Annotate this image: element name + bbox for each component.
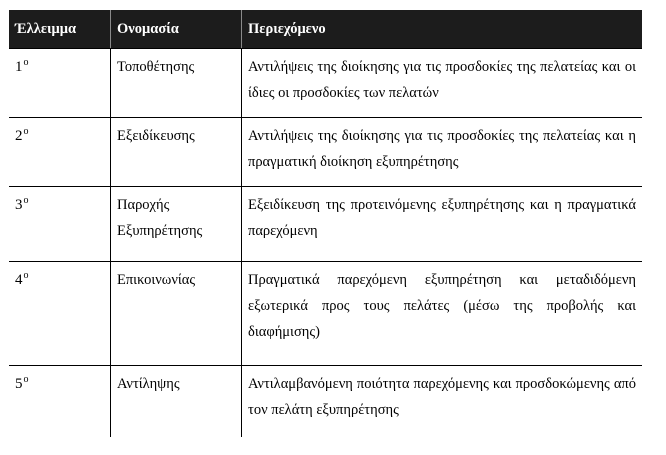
table-header-row (9, 10, 642, 49)
ordinal-mark: ο (23, 270, 29, 281)
header-content: Περιεχόμενο (242, 10, 643, 49)
header-name: Ονομασία (111, 10, 242, 49)
gap-number-cell (9, 187, 111, 262)
gap-name-cell: Τοποθέτησης (111, 49, 242, 118)
header-gap: Έλλειμμα (9, 10, 111, 49)
ordinal-mark: ο (23, 195, 29, 206)
table-row (9, 49, 642, 118)
gap-content-cell: Εξειδίκευση της προτεινόμενης εξυπηρέτησης και η πραγματικά παρεχόμενη (242, 187, 643, 262)
gap-name-cell: Επικοινωνίας (111, 262, 242, 366)
table-row (9, 187, 642, 262)
gap-content-cell: Πραγματικά παρεχόμενη εξυπηρέτηση και μεταδιδόμενη εξωτερικά προς τους πελάτες (μέσω της προβολής και διαφήμισης) (242, 262, 643, 366)
gap-number-cell (9, 262, 111, 366)
gap-number: 1 (15, 59, 23, 75)
ordinal-mark: ο (23, 57, 29, 68)
gap-number-cell (9, 49, 111, 118)
gap-number: 5 (15, 376, 23, 392)
gap-content-cell: Αντιλαμβανόμενη ποιότητα παρεχόμενης και προσδοκώμενης από τον πελάτη εξυπηρέτησης (248, 376, 636, 418)
gap-model-table (9, 10, 642, 437)
gap-number: 3 (15, 197, 23, 213)
table-row (9, 366, 642, 438)
gap-number: 2 (15, 128, 23, 144)
gap-name-cell: Εξειδίκευσης (111, 118, 242, 187)
table-row (9, 262, 642, 366)
gap-name-cell: Παροχής Εξυπηρέτησης (111, 187, 242, 262)
ordinal-mark: ο (23, 374, 29, 385)
table-row (9, 118, 642, 187)
gap-name-cell: Αντίληψης (111, 366, 242, 438)
gap-content-cell: Αντιλήψεις της διοίκησης για τις προσδοκίες της πελατείας και οι ίδιες οι προσδοκίες των πελατών (242, 49, 643, 118)
gap-number: 4 (15, 272, 23, 288)
gap-number-cell (9, 118, 111, 187)
gap-number-cell (9, 366, 111, 438)
ordinal-mark: ο (23, 126, 29, 137)
gap-content-cell: Αντιλήψεις της διοίκησης για τις προσδοκίες της πελατείας και η πραγματική διοίκηση εξυπηρέτησης (242, 118, 643, 187)
